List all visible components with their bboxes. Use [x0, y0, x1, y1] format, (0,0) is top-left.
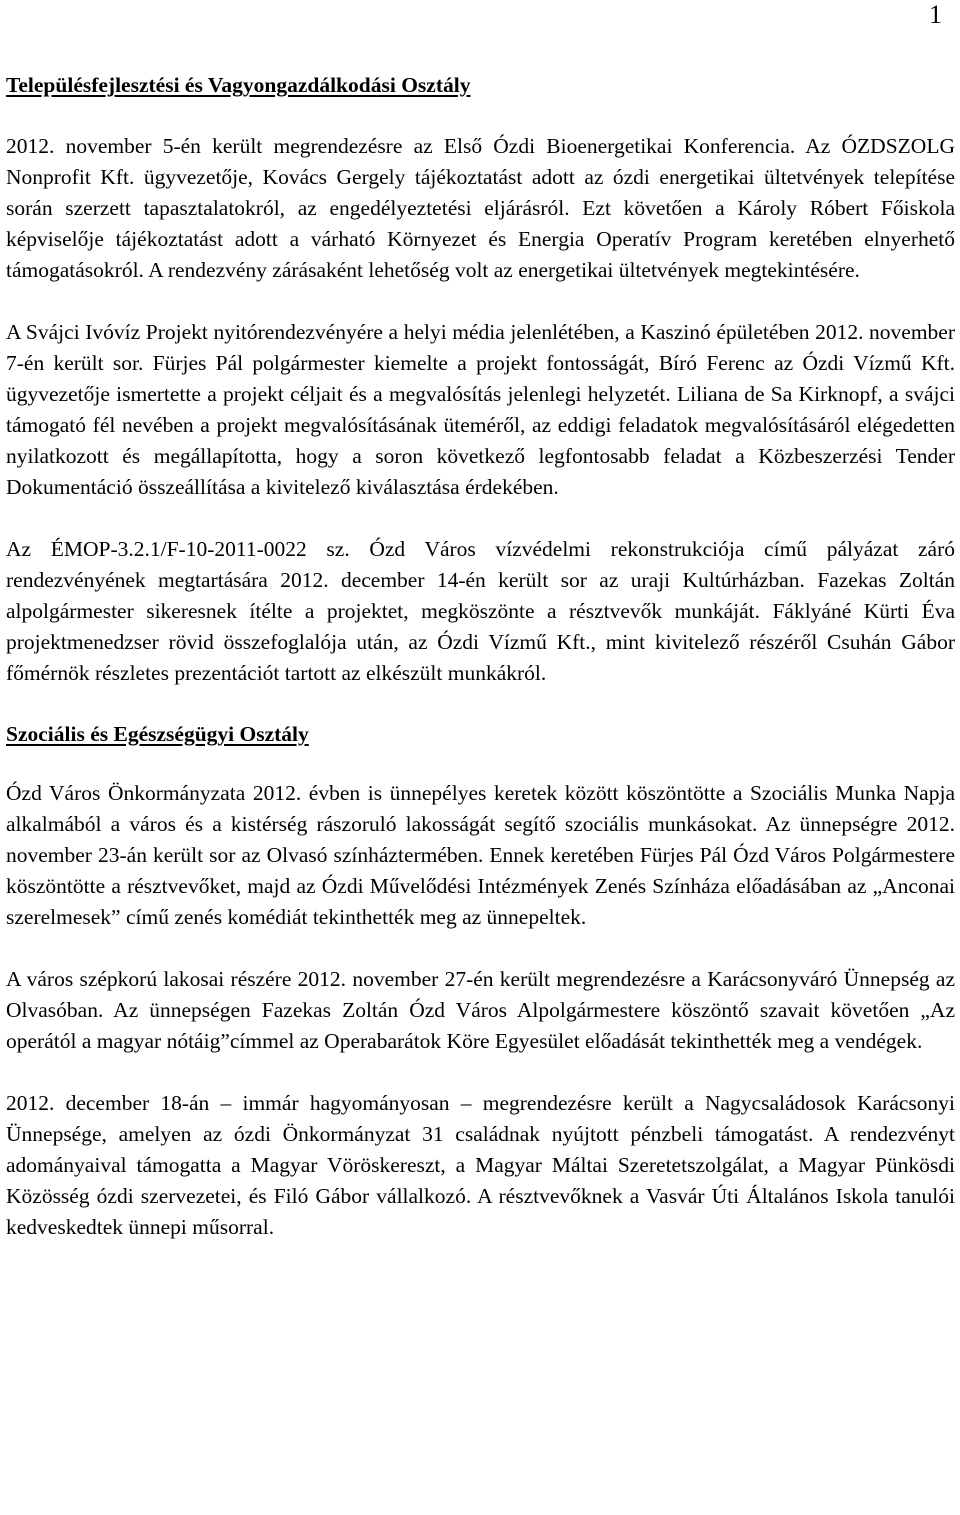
document-body — [6, 70, 955, 1243]
paragraph-christmas-elderly: A város szépkorú lakosai részére 2012. november 27-én került megrendezésre a Karácsonyváró Ünnepség az Olvasóban. Az ünnepségen Fazekas Zoltán Ózd Város Alpolgármestere köszöntő szavait követően „Az operától a magyar nótáig”címmel az Operabarátok Köre Egyesület előadását tekinthették meg a vendégek. — [6, 967, 955, 1053]
section-heading-urban-development: Településfejlesztési és Vagyongazdálkodási Osztály — [6, 73, 471, 97]
paragraph-swiss-water-project: A Svájci Ivóvíz Projekt nyitórendezvényére a helyi média jelenlétében, a Kaszinó épületében 2012. november 7-én került sor. Fürjes Pál polgármester kiemelte a projekt fontosságát, Bíró Ferenc az Ózdi Vízmű Kft. ügyvezetője ismertette a projekt céljait és a megvalósítás jelenlegi helyzetét. Liliana de Sa Kirknopf, a svájci támogató fél nevében a projekt megvalósításának üteméről, az eddigi feladatok megvalósításáról elégedetten nyilatkozott és megállapította, hogy a soron következő legfontosabb feladat a Közbeszerzési Tender Dokumentáció összeállítása a kivitelező kiválasztása érdekében. — [6, 320, 955, 499]
paragraph-bioenergy-conference: 2012. november 5-én került megrendezésre az Első Ózdi Bioenergetikai Konferencia. Az ÓZDSZOLG Nonprofit Kft. ügyvezetője, Kovács Gergely tájékoztatást adott az ózdi energetikai ültetvények telepítése során szerzett tapasztalatokról, az engedélyeztetési eljárásról. Ezt követően a Károly Róbert Főiskola képviselője tájékoztatást adott a várható Környezet és Energia Operatív Program keretében elnyerhető támogatásokról. A rendezvény zárásaként lehetőség volt az energetikai ültetvények megtekintésére. — [6, 134, 955, 282]
paragraph-social-work-day: Ózd Város Önkormányzata 2012. évben is ünnepélyes keretek között köszöntötte a Szociális Munka Napja alkalmából a város és a kistérség rászoruló lakosságát segítő szociális munkásokat. Az ünnepségre 2012. november 23-án került sor az Olvasó színháztermében. Ennek keretében Fürjes Pál Ózd Város Polgármestere köszöntötte a résztvevőket, majd az Ózdi Művelődési Intézmények Zenés Színháza előadásában az „Anconai szerelmesek” című zenés komédiát tekinthették meg az ünnepeltek. — [6, 781, 955, 929]
section-heading-social-health: Szociális és Egészségügyi Osztály — [6, 722, 309, 746]
page-number: 1 — [929, 0, 942, 29]
paragraph-emop-closing-event: Az ÉMOP-3.2.1/F-10-2011-0022 sz. Ózd Város vízvédelmi rekonstrukciója című pályázat záró rendezvényének megtartására 2012. december 14-én került sor az uraji Kultúrházban. Fazekas Zoltán alpolgármester sikeresnek ítélte a projektet, megköszönte a résztvevők munkáját. Fáklyáné Kürti Éva projektmenedzser rövid összefoglalója után, az Ózdi Vízmű Kft., mint kivitelező részéről Csuhán Gábor főmérnök részletes prezentációt tartott az elkészült munkákról. — [6, 537, 955, 685]
paragraph-large-families-christmas: 2012. december 18-án – immár hagyományosan – megrendezésre került a Nagycsaládosok Karácsonyi Ünnepsége, amelyen az ózdi Önkormányzat 31 családnak nyújtott pénzbeli támogatást. A rendezvényt adományaival támogatta a Magyar Vöröskereszt, a Magyar Máltai Szeretetszolgálat, a Magyar Pünkösdi Közösség ózdi szervezetei, és Filó Gábor vállalkozó. A résztvevőknek a Vasvár Úti Általános Iskola tanulói kedveskedtek ünnepi műsorral. — [6, 1091, 955, 1239]
